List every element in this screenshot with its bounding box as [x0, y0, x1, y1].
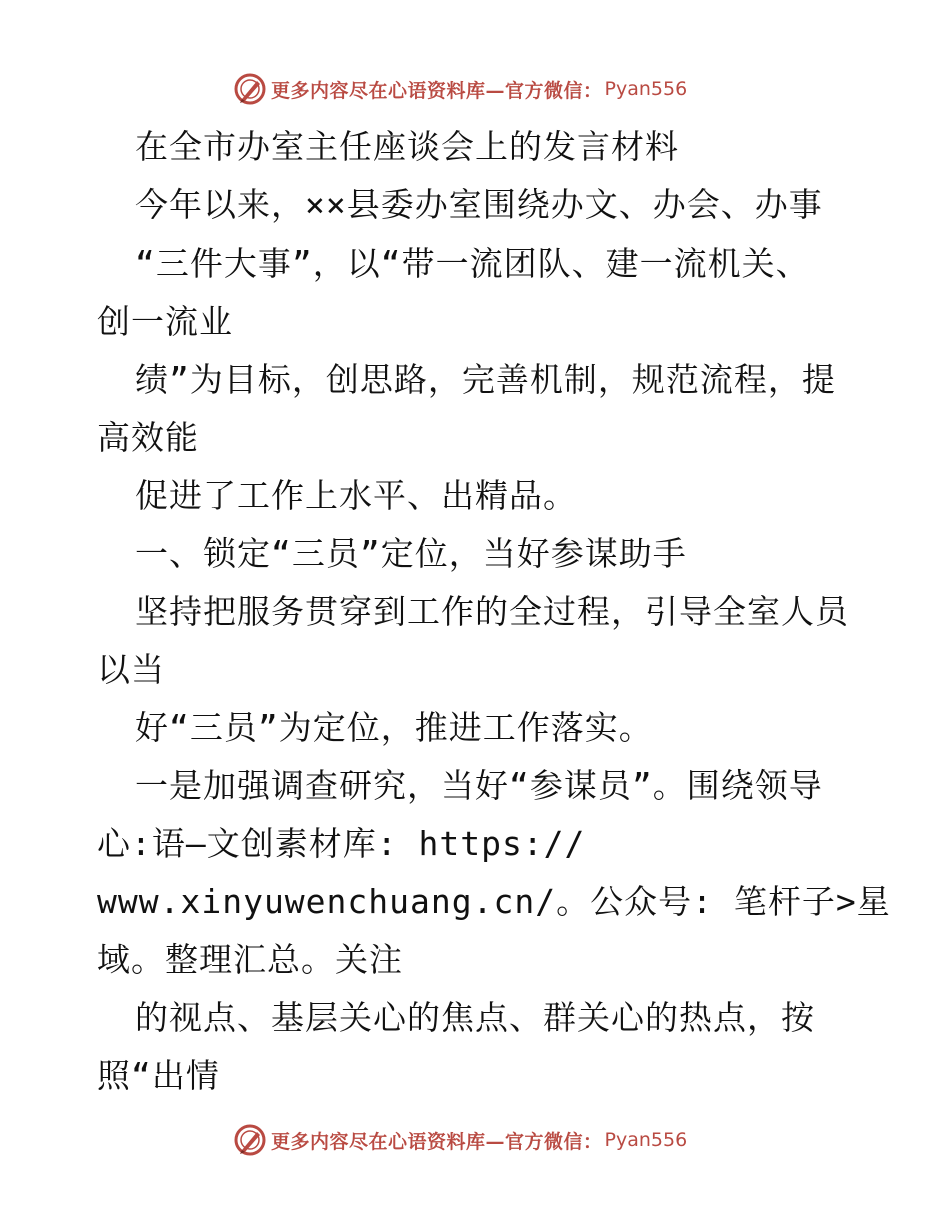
- header-banner-text: 更多内容尽在心语资料库—官方微信：: [271, 79, 603, 102]
- header-banner-contact: Pyan556: [604, 78, 688, 100]
- paragraph-line: 一是加强调查研究，当好“参谋员”。围绕领导: [135, 766, 823, 805]
- paragraph-line: 照“出情: [97, 1056, 220, 1095]
- footer-banner-text: 更多内容尽在心语资料库—官方微信：: [271, 1130, 603, 1153]
- document-title: 在全市办室主任座谈会上的发言材料: [135, 127, 679, 166]
- header-watermark-banner: [233, 71, 687, 107]
- paragraph-line: 坚持把服务贯穿到工作的全过程，引导全室人员: [135, 592, 849, 631]
- paragraph-line: 的视点、基层关心的焦点、群关心的热点，按: [135, 998, 815, 1037]
- paragraph-line: www.xinyuwenchuang.cn/。公众号: 笔杆子>星: [97, 882, 891, 921]
- paragraph-line: 高效能: [97, 418, 199, 457]
- footer-watermark-banner: [233, 1122, 687, 1158]
- paragraph-line: 好“三员”为定位，推进工作落实。: [135, 708, 653, 747]
- paragraph-line: 心:语—文创素材库: https://: [97, 824, 586, 863]
- pen-logo-icon: [233, 1123, 267, 1157]
- footer-banner-contact: Pyan556: [604, 1129, 688, 1151]
- paragraph-line: 域。整理汇总。关注: [97, 940, 403, 979]
- paragraph-line: “三件大事”，以“带一流团队、建一流机关、: [135, 244, 810, 283]
- paragraph-line: 今年以来，××县委办室围绕办文、办会、办事: [135, 185, 823, 224]
- paragraph-line: 创一流业: [97, 302, 233, 341]
- paragraph-line: 以当: [97, 650, 165, 689]
- paragraph-line: 绩”为目标，创思路，完善机制，规范流程，提: [135, 360, 836, 399]
- section-heading: 一、锁定“三员”定位，当好参谋助手: [135, 534, 687, 573]
- pen-logo-icon: [233, 72, 267, 106]
- paragraph-line: 促进了工作上水平、出精品。: [135, 476, 577, 515]
